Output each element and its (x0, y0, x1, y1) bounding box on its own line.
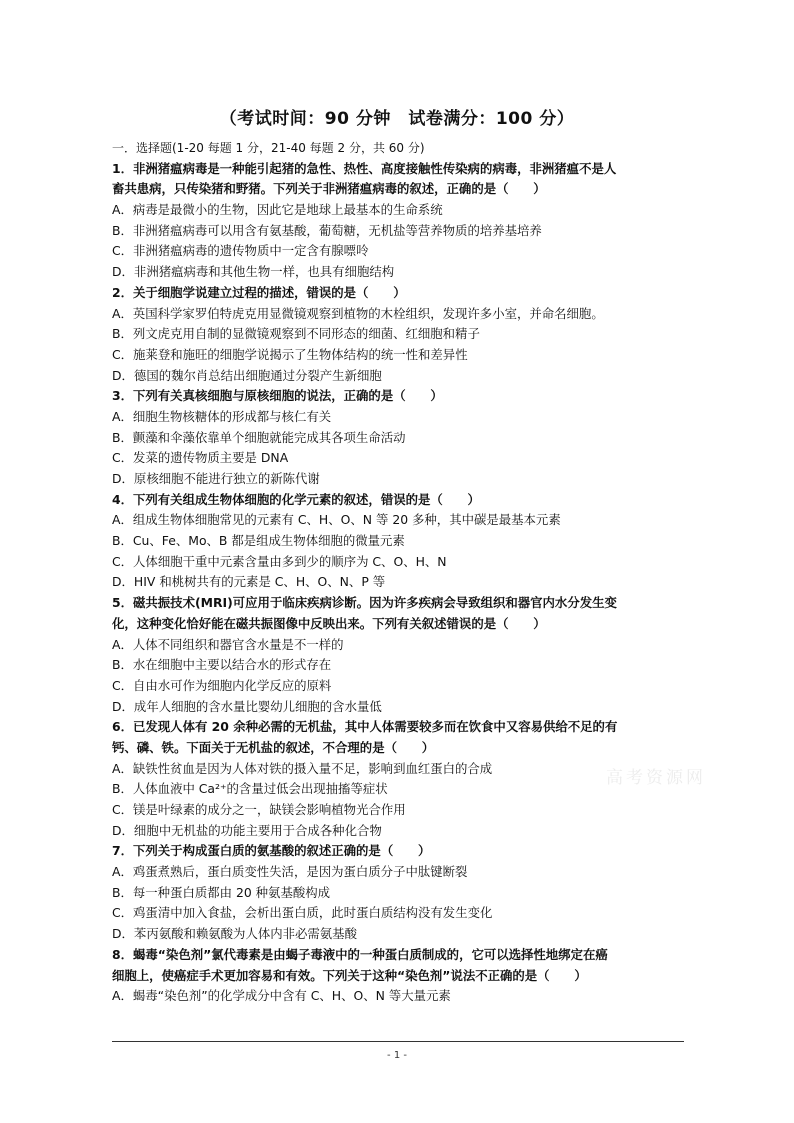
answer-option-line: B．非洲猪瘟病毒可以用含有氨基酸，葡萄糖，无机盐等营养物质的培养基培养 (112, 222, 542, 238)
answer-option-line: A．英国科学家罗伯特虎克用显微镜观察到植物的木栓组织，发现许多小室，并命名细胞。 (112, 305, 604, 321)
question-text-line: 2．关于细胞学说建立过程的描述，错误的是（ ） (112, 284, 406, 300)
answer-option-line: B．颤藻和伞藻依靠单个细胞就能完成其各项生命活动 (112, 429, 406, 445)
question-text-line: 化，这种变化恰好能在磁共振图像中反映出来。下列有关叙述错误的是（ ） (112, 615, 546, 631)
answer-option-line: D．德国的魏尔肖总结出细胞通过分裂产生新细胞 (112, 367, 382, 383)
question-text-line: 钙、磷、铁。下面关于无机盐的叙述，不合理的是（ ） (112, 739, 435, 755)
answer-option-line: A．组成生物体细胞常见的元素有 C、H、O、N 等 20 多种，其中碳是最基本元素 (112, 512, 561, 528)
answer-option-line: D．苯丙氨酸和赖氨酸为人体内非必需氨基酸 (112, 926, 357, 942)
question-text-line: 1．非洲猪瘟病毒是一种能引起猪的急性、热性、高度接触性传染病的病毒，非洲猪瘟不是人 (112, 160, 617, 176)
answer-option-line: A．蝎毒“染色剂”的化学成分中含有 C、H、O、N 等大量元素 (112, 988, 451, 1004)
question-text-line: 6．已发现人体有 20 余种必需的无机盐，其中人体需要较多而在饮食中又容易供给不足的有 (112, 719, 618, 735)
answer-option-line: D．细胞中无机盐的功能主要用于合成各种化合物 (112, 822, 382, 838)
question-text-line: 7．下列关于构成蛋白质的氨基酸的叙述正确的是（ ） (112, 843, 431, 859)
answer-option-line: C．自由水可作为细胞内化学反应的原料 (112, 677, 332, 693)
answer-option-line: B．列文虎克用自制的显微镜观察到不同形态的细菌、红细胞和精子 (112, 326, 480, 342)
answer-option-line: B．人体血液中 Ca²⁺的含量过低会出现抽搐等症状 (112, 781, 388, 797)
question-text-line: 畜共患病，只传染猪和野猪。下列关于非洲猪瘟病毒的叙述，正确的是（ ） (112, 181, 546, 197)
answer-option-line: C．施莱登和施旺的细胞学说揭示了生物体结构的统一性和差异性 (112, 346, 468, 362)
answer-option-line: C．发菜的遗传物质主要是 DNA (112, 450, 289, 466)
question-text-line: 5．磁共振技术(MRI)可应用于临床疾病诊断。因为许多疾病会导致组织和器官内水分发生变 (112, 595, 617, 611)
answer-option-line: B．每一种蛋白质都由 20 种氨基酸构成 (112, 884, 331, 900)
answer-option-line: D．HIV 和桃树共有的元素是 C、H、O、N、P 等 (112, 574, 386, 590)
answer-option-line: B．Cu、Fe、Mo、B 都是组成生物体细胞的微量元素 (112, 533, 405, 549)
answer-option-line: A．鸡蛋煮熟后，蛋白质变性失活，是因为蛋白质分子中肽键断裂 (112, 864, 468, 880)
exam-header-title: （考试时间：90 分钟 试卷满分：100 分） (219, 109, 575, 129)
section-heading: 一．选择题(1-20 每题 1 分，21-40 每题 2 分，共 60 分) (112, 141, 425, 155)
answer-option-line: C．非洲猪瘟病毒的遗传物质中一定含有腺嘌呤 (112, 243, 369, 259)
answer-option-line: A．病毒是最微小的生物，因此它是地球上最基本的生命系统 (112, 202, 443, 218)
answer-option-line: B．水在细胞中主要以结合水的形式存在 (112, 657, 332, 673)
answer-option-line: A．人体不同组织和器官含水量是不一样的 (112, 636, 344, 652)
question-text-line: 8．蝎毒“染色剂”氯代毒素是由蝎子毒液中的一种蛋白质制成的，它可以选择性地绑定在癌 (112, 946, 608, 962)
question-body (112, 138, 684, 1007)
answer-option-line: D．成年人细胞的含水量比婴幼儿细胞的含水量低 (112, 698, 382, 714)
watermark: 高考资源网 (606, 768, 706, 788)
question-text-line: 4．下列有关组成生物体细胞的化学元素的叙述，错误的是（ ） (112, 491, 480, 507)
answer-option-line: D．非洲猪瘟病毒和其他生物一样，也具有细胞结构 (112, 264, 395, 280)
answer-option-line: A．缺铁性贫血是因为人体对铁的摄入量不足，影响到血红蛋白的合成 (112, 760, 493, 776)
answer-option-line: C．人体细胞干重中元素含量由多到少的顺序为 C、O、H、N (112, 553, 447, 569)
answer-option-line: C．鸡蛋清中加入食盐，会析出蛋白质，此时蛋白质结构没有发生变化 (112, 905, 493, 921)
answer-option-line: C．镁是叶绿素的成分之一，缺镁会影响植物光合作用 (112, 802, 406, 817)
answer-option-line: A．细胞生物核糖体的形成都与核仁有关 (112, 408, 332, 424)
question-text-line: 细胞上，使癌症手术更加容易和有效。下列关于这种“染色剂”说法不正确的是（ ） (112, 967, 587, 983)
question-text-line: 3．下列有关真核细胞与原核细胞的说法，正确的是（ ） (112, 388, 443, 404)
page-number: - 1 - (387, 1050, 407, 1061)
answer-option-line: D．原核细胞不能进行独立的新陈代谢 (112, 471, 320, 486)
footer-divider (112, 1041, 684, 1042)
